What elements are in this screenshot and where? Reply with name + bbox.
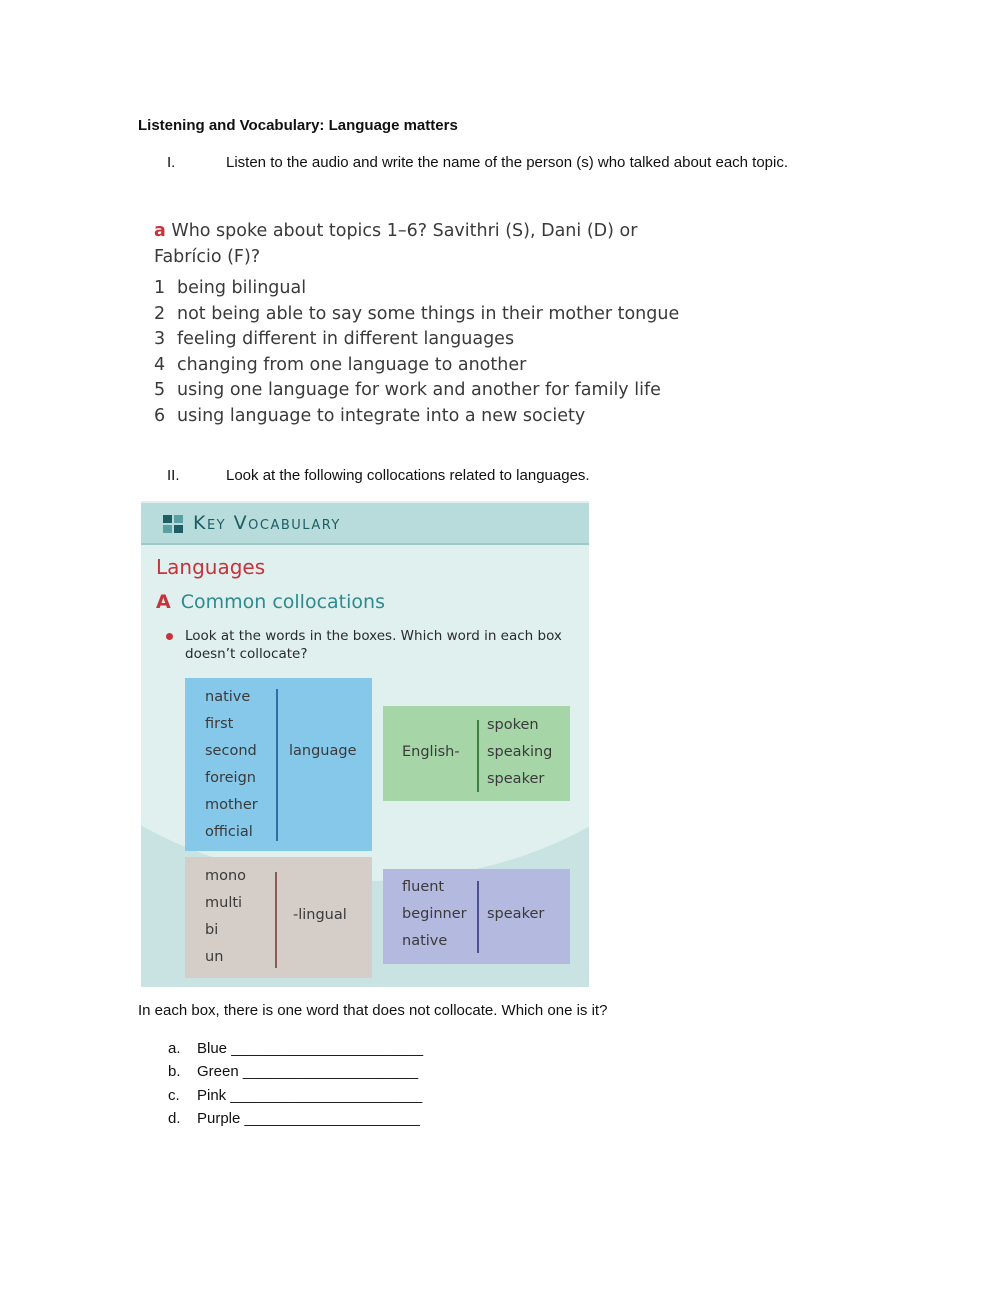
answer-blank[interactable]: _____________________ [244, 1110, 420, 1127]
sub-title: Common collocations [180, 591, 385, 613]
answer-label: Blue [197, 1040, 228, 1057]
collocation-word: multi [205, 895, 243, 911]
part-a-question [154, 218, 654, 270]
collocation-head: English- [402, 744, 460, 760]
item-text: using one language for work and another for family life [177, 380, 661, 400]
answer-blank[interactable]: _______________________ [230, 1087, 423, 1104]
green-word-list [487, 712, 552, 793]
answer-line [168, 1087, 422, 1104]
pink-collocation-box [185, 857, 372, 978]
answer-label: Green [197, 1063, 239, 1080]
sub-letter: A [156, 591, 171, 613]
list-item [154, 302, 680, 328]
divider [477, 720, 479, 792]
collocation-word: speaker [487, 771, 545, 787]
collocation-word: official [205, 824, 253, 840]
answer-letter: d. [168, 1110, 181, 1127]
green-collocation-box [383, 706, 570, 801]
section-2-number: II. [167, 467, 180, 484]
item-number: 6 [154, 405, 166, 426]
collocation-word: native [402, 933, 448, 949]
answer-line [168, 1110, 420, 1127]
item-number: 4 [154, 354, 166, 375]
answer-label: Pink [197, 1087, 227, 1104]
part-a-question-line2: Fabrício (F)? [154, 247, 261, 267]
answer-label: Purple [197, 1110, 241, 1127]
key-vocabulary-icon [163, 515, 183, 533]
key-vocabulary-title: Key Vocabulary [193, 512, 341, 534]
collocation-question: In each box, there is one word that does not collocate. Which one is it? [138, 1002, 608, 1019]
collocation-word: spoken [487, 717, 539, 733]
list-item [154, 378, 661, 404]
collocation-word: first [205, 716, 234, 732]
item-number: 3 [154, 329, 166, 349]
list-item [154, 327, 654, 353]
collocation-word: un [205, 949, 224, 965]
collocation-word: second [205, 743, 257, 759]
list-item [154, 404, 654, 430]
topic-list [154, 276, 680, 429]
collocation-head: language [289, 743, 357, 759]
collocation-word: speaking [487, 744, 553, 760]
item-text: using language to integrate into a new society [177, 405, 586, 426]
item-number: 5 [154, 380, 166, 400]
item-text: not being able to say some things in their mother tongue [177, 303, 680, 324]
part-a-exercise [154, 218, 680, 429]
item-number: 1 [154, 278, 166, 298]
collocation-head: -lingual [293, 907, 347, 923]
answer-letter: a. [168, 1040, 181, 1057]
key-vocabulary-header [141, 503, 589, 545]
vocab-heading: Languages [156, 555, 266, 579]
collocation-word: fluent [402, 879, 445, 895]
section-2-instruction: Look at the following collocations related to languages. [226, 467, 590, 484]
item-text: being bilingual [177, 278, 307, 298]
item-number: 2 [154, 303, 166, 324]
section-1-instruction: Listen to the audio and write the name of the person (s) who talked about each topic. [226, 154, 789, 171]
section-1-number: I. [167, 154, 176, 171]
part-a-question-line1: Who spoke about topics 1–6? Savithri (S), Dani (D) or [171, 221, 638, 241]
divider [276, 689, 278, 841]
answer-line [168, 1063, 418, 1080]
item-text: feeling different in different languages [177, 329, 515, 349]
answer-blank[interactable]: _______________________ [231, 1040, 424, 1057]
divider [477, 881, 479, 953]
divider [275, 872, 277, 968]
collocation-word: foreign [205, 770, 256, 786]
page-title: Listening and Vocabulary: Language matters [138, 117, 458, 134]
item-text: changing from one language to another [177, 354, 527, 375]
purple-word-list [402, 874, 467, 955]
key-vocabulary-panel [141, 501, 589, 987]
pink-word-list [205, 863, 246, 971]
answer-letter: b. [168, 1063, 181, 1080]
purple-collocation-box [383, 869, 570, 964]
collocation-word: bi [205, 922, 219, 938]
part-a-letter: a [154, 221, 166, 241]
answer-line [168, 1040, 423, 1057]
answer-blank[interactable]: _____________________ [242, 1063, 419, 1080]
blue-collocation-box [185, 678, 372, 851]
list-item [154, 353, 654, 379]
answer-letter: c. [168, 1087, 180, 1104]
vocab-subheading [156, 591, 385, 613]
bullet-icon [166, 633, 173, 640]
collocation-word: native [205, 689, 251, 705]
collocation-word: beginner [402, 906, 467, 922]
collocation-word: mother [205, 797, 258, 813]
vocab-instruction: Look at the words in the boxes. Which word in each box doesn’t collocate? [185, 628, 562, 662]
blue-word-list [205, 684, 258, 846]
collocation-head: speaker [487, 906, 545, 922]
list-item [154, 276, 654, 302]
collocation-word: mono [205, 868, 247, 884]
